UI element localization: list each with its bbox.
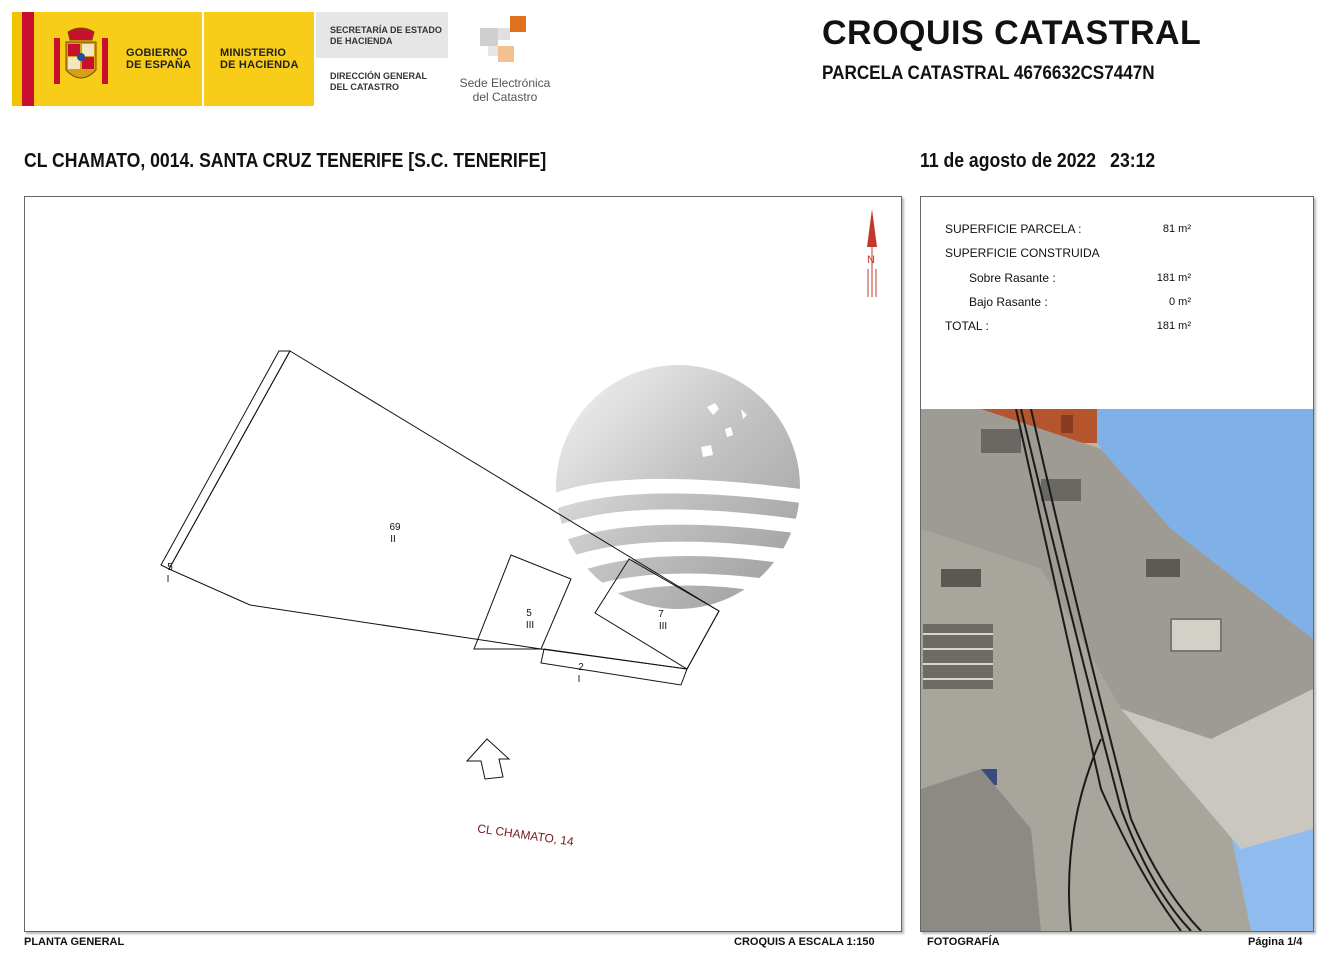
direccion-line2: DEL CATASTRO <box>330 82 399 92</box>
bajo-rasante-label: Bajo Rasante : <box>969 295 1048 309</box>
footer-scale: CROQUIS A ESCALA 1:150 <box>734 936 875 948</box>
secretaria-line2: DE HACIENDA <box>330 36 393 46</box>
footer-planta-general: PLANTA GENERAL <box>24 936 125 948</box>
parcel-5-i-outline <box>161 351 290 569</box>
building-photo <box>921 409 1313 931</box>
parcel-5-number: 5 <box>167 562 173 573</box>
parcel-5b-number: 5 <box>526 608 532 619</box>
direccion-line1: DIRECCIÓN GENERAL <box>330 71 428 81</box>
parcel-7-number: 7 <box>658 609 664 620</box>
superficie-parcela-value: 81 m² <box>1162 223 1191 235</box>
north-label: N <box>867 254 875 266</box>
parcel-7-floors: III <box>658 621 668 632</box>
property-address: CL CHAMATO, 0014. SANTA CRUZ TENERIFE [S.C. TENERIFE] <box>24 150 547 172</box>
parcel-69-floors: II <box>390 534 396 545</box>
flag-stripe-red <box>22 12 34 106</box>
sede-line2: del Catastro <box>472 90 538 104</box>
page-title: CROQUIS CATASTRAL <box>822 14 1202 52</box>
parcel-69-number: 69 <box>389 522 401 533</box>
info-panel <box>920 196 1314 932</box>
cadastral-map-panel <box>24 196 902 932</box>
date-text: 11 de agosto de 2022 <box>920 150 1097 172</box>
superficie-parcela-label: SUPERFICIE PARCELA : <box>945 222 1082 236</box>
bajo-rasante-value: 0 m² <box>1169 296 1191 308</box>
total-label: TOTAL : <box>945 319 989 333</box>
parcel-5b-floors: III <box>525 620 535 631</box>
parcel-5-floors: I <box>166 574 170 585</box>
watermark-globe-icon <box>555 365 801 609</box>
secretaria-banner <box>316 12 448 58</box>
document-date <box>920 150 1169 173</box>
time-text: 23:12 <box>1110 150 1156 172</box>
government-banner <box>34 12 314 106</box>
ministerio-line2: DE HACIENDA <box>220 59 299 71</box>
parcel-2-floors: I <box>577 674 581 685</box>
entrance-arrow-icon <box>467 739 509 779</box>
coat-of-arms-icon <box>48 24 114 96</box>
street-label: CL CHAMATO, 14 <box>476 821 575 849</box>
total-value: 181 m² <box>1156 320 1191 332</box>
page-number: Página 1/4 <box>1248 936 1303 948</box>
sede-line1: Sede Electrónica <box>459 76 551 90</box>
sede-catastro-logo-icon <box>478 16 528 66</box>
superficie-construida-label: SUPERFICIE CONSTRUIDA <box>945 246 1100 260</box>
gobierno-line1: GOBIERNO <box>126 47 188 59</box>
gobierno-line2: DE ESPAÑA <box>126 59 192 71</box>
parcel-reference: PARCELA CATASTRAL 4676632CS7447N <box>822 63 1155 84</box>
parcel-2-number: 2 <box>578 662 584 673</box>
footer-photo-label: FOTOGRAFÍA <box>927 936 1000 948</box>
north-arrow-icon <box>867 209 877 297</box>
flag-stripe-yellow <box>12 12 22 106</box>
sobre-rasante-label: Sobre Rasante : <box>969 271 1056 285</box>
ministerio-line1: MINISTERIO <box>220 47 287 59</box>
parcel-2-outline <box>541 649 687 685</box>
sobre-rasante-value: 181 m² <box>1156 272 1191 284</box>
cadastral-map <box>25 197 901 931</box>
parcel-5-iii-outline <box>474 555 571 649</box>
secretaria-line1: SECRETARÍA DE ESTADO <box>330 25 442 35</box>
banner-separator <box>202 12 204 106</box>
